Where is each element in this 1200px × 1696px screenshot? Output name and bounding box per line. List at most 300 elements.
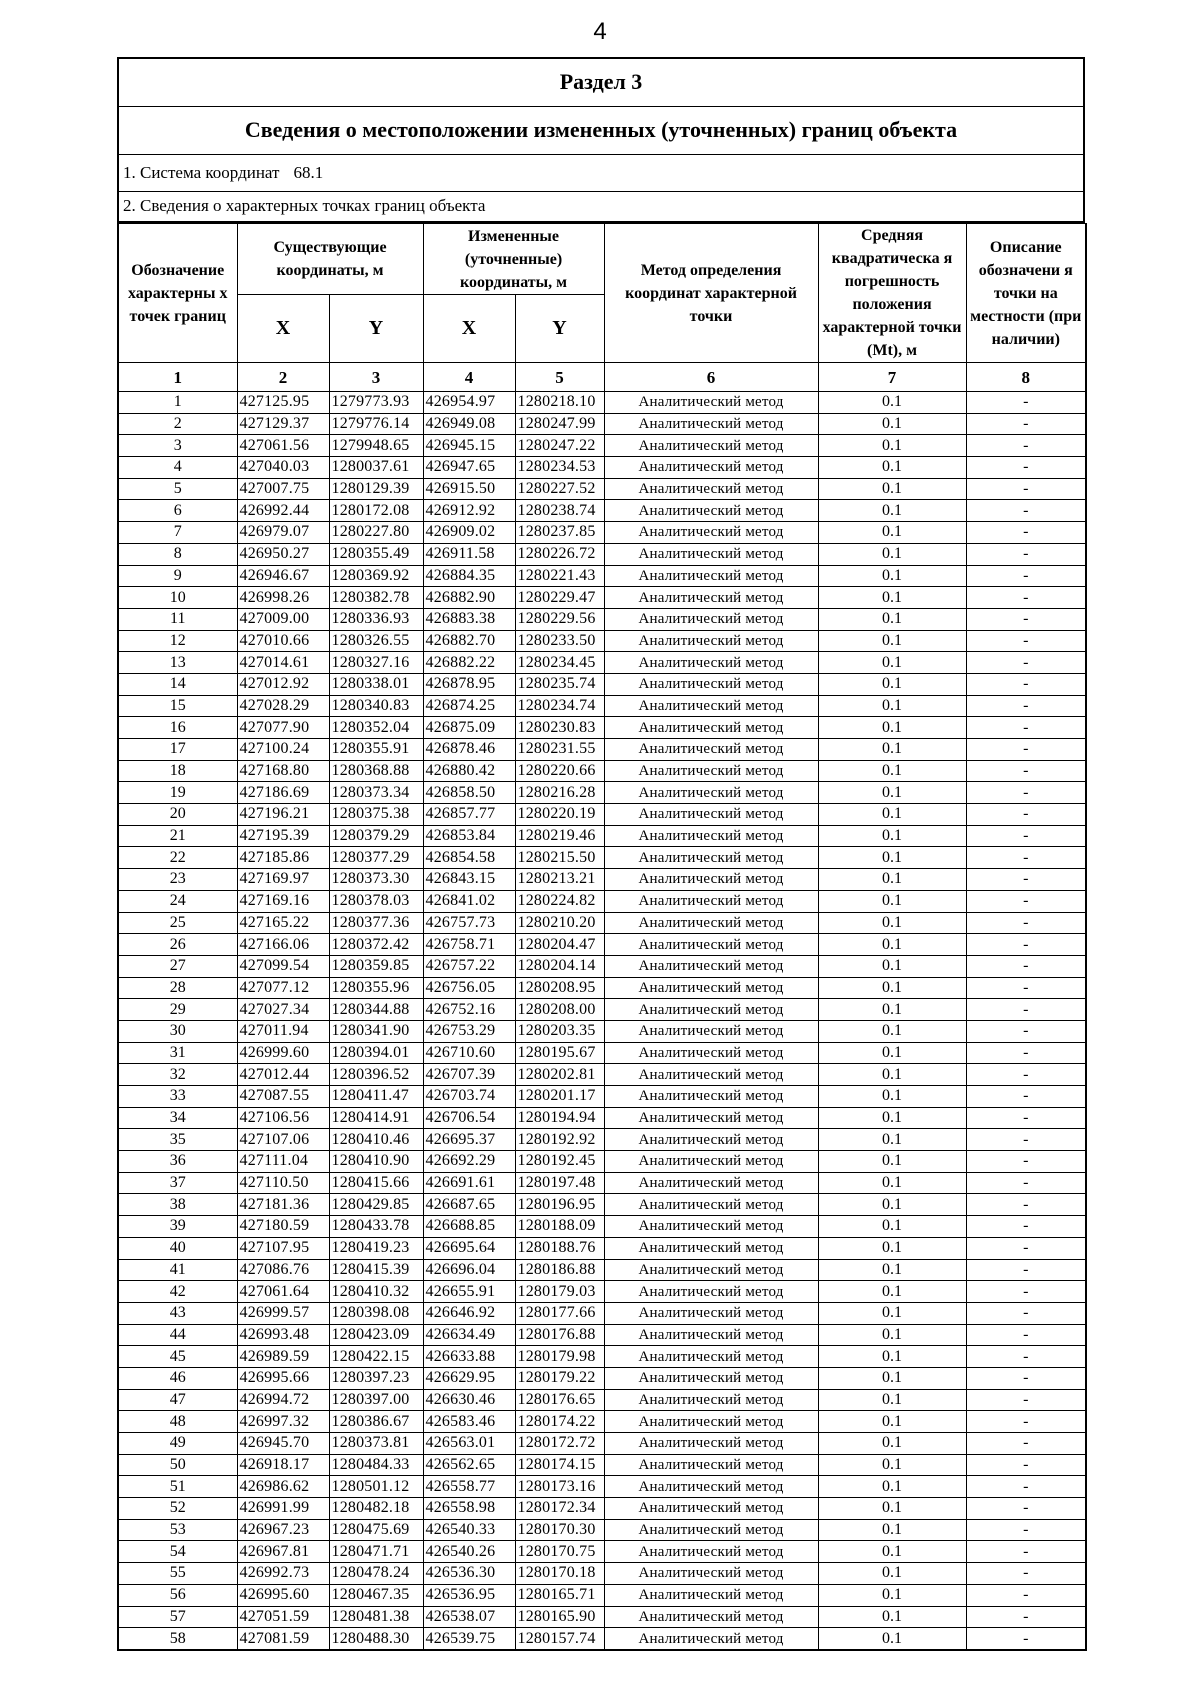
cell-existing-y: 1280352.04 (329, 717, 423, 739)
cell-point-id: 10 (118, 587, 237, 609)
col-number: 3 (329, 363, 423, 392)
cell-existing-y: 1280482.18 (329, 1498, 423, 1520)
cell-changed-x: 426655.91 (423, 1281, 515, 1303)
table-row (118, 1606, 1086, 1628)
cell-existing-y: 1280129.39 (329, 478, 423, 500)
cell-changed-y: 1280174.15 (515, 1454, 604, 1476)
cell-method: Аналитический метод (604, 1606, 818, 1628)
cell-existing-y: 1280355.91 (329, 739, 423, 761)
cell-existing-x: 427077.12 (237, 977, 329, 999)
cell-changed-y: 1280215.50 (515, 847, 604, 869)
cell-changed-y: 1280233.50 (515, 630, 604, 652)
cell-changed-x: 426536.95 (423, 1584, 515, 1606)
table-row (118, 1172, 1086, 1194)
cell-description: - (966, 1151, 1086, 1173)
cell-point-id: 7 (118, 522, 237, 544)
cell-existing-x: 427165.22 (237, 912, 329, 934)
cell-existing-y: 1280433.78 (329, 1216, 423, 1238)
cell-method: Аналитический метод (604, 457, 818, 479)
cell-point-id: 8 (118, 543, 237, 565)
cell-changed-x: 426911.58 (423, 543, 515, 565)
cell-existing-x: 426999.57 (237, 1302, 329, 1324)
cell-method: Аналитический метод (604, 847, 818, 869)
cell-changed-y: 1280188.09 (515, 1216, 604, 1238)
cell-accuracy: 0.1 (818, 673, 966, 695)
cell-description: - (966, 804, 1086, 826)
cell-accuracy: 0.1 (818, 1628, 966, 1650)
cell-description: - (966, 869, 1086, 891)
cell-changed-y: 1280172.34 (515, 1498, 604, 1520)
header-method: Метод определения координат характерной точки (604, 224, 818, 363)
table-row (118, 1129, 1086, 1151)
cell-existing-x: 427168.80 (237, 760, 329, 782)
cell-existing-y: 1280355.49 (329, 543, 423, 565)
cell-description: - (966, 1367, 1086, 1389)
cell-method: Аналитический метод (604, 1064, 818, 1086)
cell-accuracy: 0.1 (818, 1563, 966, 1585)
cell-method: Аналитический метод (604, 630, 818, 652)
cell-accuracy: 0.1 (818, 1281, 966, 1303)
header-description: Описание обозначени я точки на местности (при наличии) (966, 224, 1086, 363)
table-row (118, 1216, 1086, 1238)
cell-point-id: 36 (118, 1151, 237, 1173)
cell-point-id: 50 (118, 1454, 237, 1476)
cell-changed-y: 1280197.48 (515, 1172, 604, 1194)
cell-existing-x: 427010.66 (237, 630, 329, 652)
cell-existing-x: 427125.95 (237, 392, 329, 414)
cell-description: - (966, 1172, 1086, 1194)
cell-changed-x: 426878.46 (423, 739, 515, 761)
cell-changed-y: 1280203.35 (515, 1020, 604, 1042)
cell-changed-y: 1280247.99 (515, 413, 604, 435)
cell-accuracy: 0.1 (818, 1129, 966, 1151)
cell-existing-y: 1280397.23 (329, 1367, 423, 1389)
cell-accuracy: 0.1 (818, 1324, 966, 1346)
cell-accuracy: 0.1 (818, 608, 966, 630)
cell-description: - (966, 1346, 1086, 1368)
cell-changed-y: 1280213.21 (515, 869, 604, 891)
cell-description: - (966, 1281, 1086, 1303)
cell-existing-x: 427169.16 (237, 890, 329, 912)
cell-description: - (966, 1129, 1086, 1151)
cell-accuracy: 0.1 (818, 1302, 966, 1324)
cell-method: Аналитический метод (604, 782, 818, 804)
cell-existing-x: 427081.59 (237, 1628, 329, 1650)
cell-description: - (966, 1411, 1086, 1433)
cell-changed-y: 1280195.67 (515, 1042, 604, 1064)
cell-method: Аналитический метод (604, 1237, 818, 1259)
cell-point-id: 38 (118, 1194, 237, 1216)
cell-changed-y: 1280204.47 (515, 934, 604, 956)
cell-changed-x: 426646.92 (423, 1302, 515, 1324)
cell-existing-y: 1280475.69 (329, 1519, 423, 1541)
col-number: 4 (423, 363, 515, 392)
cell-existing-y: 1280377.29 (329, 847, 423, 869)
cell-existing-x: 427077.90 (237, 717, 329, 739)
cell-method: Аналитический метод (604, 1454, 818, 1476)
cell-existing-x: 426979.07 (237, 522, 329, 544)
cell-existing-x: 427009.00 (237, 608, 329, 630)
col-number: 7 (818, 363, 966, 392)
cell-existing-x: 426999.60 (237, 1042, 329, 1064)
cell-changed-y: 1280201.17 (515, 1086, 604, 1108)
cell-existing-y: 1280327.16 (329, 652, 423, 674)
cell-changed-y: 1280234.74 (515, 695, 604, 717)
cell-changed-x: 426757.73 (423, 912, 515, 934)
cell-changed-x: 426949.08 (423, 413, 515, 435)
cell-changed-x: 426947.65 (423, 457, 515, 479)
cell-accuracy: 0.1 (818, 739, 966, 761)
table-row (118, 912, 1086, 934)
cell-description: - (966, 630, 1086, 652)
cell-changed-x: 426540.26 (423, 1541, 515, 1563)
cell-method: Аналитический метод (604, 739, 818, 761)
cell-existing-x: 427014.61 (237, 652, 329, 674)
cell-method: Аналитический метод (604, 1086, 818, 1108)
cell-point-id: 28 (118, 977, 237, 999)
cell-point-id: 22 (118, 847, 237, 869)
cell-method: Аналитический метод (604, 695, 818, 717)
cell-changed-y: 1280226.72 (515, 543, 604, 565)
cell-description: - (966, 1498, 1086, 1520)
cell-changed-y: 1280219.46 (515, 825, 604, 847)
table-row (118, 890, 1086, 912)
cell-changed-y: 1280192.92 (515, 1129, 604, 1151)
table-row (118, 630, 1086, 652)
cell-existing-y: 1280340.83 (329, 695, 423, 717)
cell-point-id: 53 (118, 1519, 237, 1541)
cell-point-id: 30 (118, 1020, 237, 1042)
cell-method: Аналитический метод (604, 565, 818, 587)
cell-existing-y: 1280227.80 (329, 522, 423, 544)
cell-method: Аналитический метод (604, 1324, 818, 1346)
cell-description: - (966, 847, 1086, 869)
cell-point-id: 40 (118, 1237, 237, 1259)
cell-point-id: 49 (118, 1433, 237, 1455)
cell-changed-x: 426878.95 (423, 673, 515, 695)
cell-accuracy: 0.1 (818, 1064, 966, 1086)
cell-accuracy: 0.1 (818, 1454, 966, 1476)
cell-description: - (966, 1042, 1086, 1064)
cell-changed-x: 426853.84 (423, 825, 515, 847)
cell-method: Аналитический метод (604, 500, 818, 522)
cell-point-id: 6 (118, 500, 237, 522)
cell-changed-x: 426688.85 (423, 1216, 515, 1238)
cell-point-id: 2 (118, 413, 237, 435)
cell-changed-x: 426707.39 (423, 1064, 515, 1086)
document-section (117, 57, 1085, 1651)
table-row (118, 500, 1086, 522)
cell-existing-y: 1280501.12 (329, 1476, 423, 1498)
cell-accuracy: 0.1 (818, 543, 966, 565)
cell-existing-x: 427181.36 (237, 1194, 329, 1216)
table-row (118, 1411, 1086, 1433)
cell-changed-y: 1280172.72 (515, 1433, 604, 1455)
cell-existing-y: 1279776.14 (329, 413, 423, 435)
cell-description: - (966, 500, 1086, 522)
cell-existing-x: 426992.44 (237, 500, 329, 522)
table-row (118, 1107, 1086, 1129)
cell-description: - (966, 673, 1086, 695)
cell-changed-y: 1280229.56 (515, 608, 604, 630)
table-row (118, 1367, 1086, 1389)
cell-changed-x: 426629.95 (423, 1367, 515, 1389)
cell-point-id: 27 (118, 955, 237, 977)
table-row (118, 1628, 1086, 1650)
cell-method: Аналитический метод (604, 1020, 818, 1042)
cell-changed-x: 426539.75 (423, 1628, 515, 1650)
table-row (118, 934, 1086, 956)
cell-existing-x: 427106.56 (237, 1107, 329, 1129)
cell-changed-y: 1280238.74 (515, 500, 604, 522)
cell-method: Аналитический метод (604, 1107, 818, 1129)
cell-description: - (966, 543, 1086, 565)
cell-changed-x: 426710.60 (423, 1042, 515, 1064)
cell-changed-x: 426692.29 (423, 1151, 515, 1173)
cell-changed-y: 1280208.00 (515, 999, 604, 1021)
cell-method: Аналитический метод (604, 977, 818, 999)
cell-accuracy: 0.1 (818, 1476, 966, 1498)
cell-changed-x: 426753.29 (423, 1020, 515, 1042)
cell-point-id: 24 (118, 890, 237, 912)
cell-description: - (966, 1563, 1086, 1585)
table-row (118, 587, 1086, 609)
cell-existing-y: 1280336.93 (329, 608, 423, 630)
cell-point-id: 56 (118, 1584, 237, 1606)
cell-changed-y: 1280165.90 (515, 1606, 604, 1628)
table-row (118, 392, 1086, 414)
cell-accuracy: 0.1 (818, 1389, 966, 1411)
cell-accuracy: 0.1 (818, 630, 966, 652)
cell-existing-x: 426992.73 (237, 1563, 329, 1585)
cell-existing-x: 426986.62 (237, 1476, 329, 1498)
cell-description: - (966, 999, 1086, 1021)
cell-accuracy: 0.1 (818, 1216, 966, 1238)
cell-existing-x: 427186.69 (237, 782, 329, 804)
cell-changed-x: 426558.98 (423, 1498, 515, 1520)
cell-point-id: 43 (118, 1302, 237, 1324)
table-row (118, 1454, 1086, 1476)
cell-method: Аналитический метод (604, 1194, 818, 1216)
table-row (118, 435, 1086, 457)
cell-changed-y: 1280224.82 (515, 890, 604, 912)
cell-description: - (966, 1020, 1086, 1042)
cell-description: - (966, 1107, 1086, 1129)
table-row (118, 1194, 1086, 1216)
cell-accuracy: 0.1 (818, 869, 966, 891)
cell-existing-y: 1280338.01 (329, 673, 423, 695)
cell-existing-y: 1280172.08 (329, 500, 423, 522)
cell-point-id: 3 (118, 435, 237, 457)
cell-point-id: 9 (118, 565, 237, 587)
cell-accuracy: 0.1 (818, 1433, 966, 1455)
cell-method: Аналитический метод (604, 869, 818, 891)
cell-accuracy: 0.1 (818, 1259, 966, 1281)
cell-description: - (966, 1584, 1086, 1606)
cell-existing-x: 427185.86 (237, 847, 329, 869)
cell-point-id: 13 (118, 652, 237, 674)
cell-changed-x: 426758.71 (423, 934, 515, 956)
cell-method: Аналитический метод (604, 1281, 818, 1303)
cell-existing-x: 427110.50 (237, 1172, 329, 1194)
cell-changed-y: 1280234.45 (515, 652, 604, 674)
cell-existing-y: 1280394.01 (329, 1042, 423, 1064)
cell-point-id: 19 (118, 782, 237, 804)
cell-existing-y: 1280481.38 (329, 1606, 423, 1628)
cell-method: Аналитический метод (604, 543, 818, 565)
cell-existing-y: 1279773.93 (329, 392, 423, 414)
cell-changed-x: 426687.65 (423, 1194, 515, 1216)
cell-point-id: 35 (118, 1129, 237, 1151)
cell-point-id: 14 (118, 673, 237, 695)
cell-method: Аналитический метод (604, 912, 818, 934)
cell-existing-y: 1280415.39 (329, 1259, 423, 1281)
cell-changed-x: 426909.02 (423, 522, 515, 544)
cell-existing-y: 1280411.47 (329, 1086, 423, 1108)
section-header-box (117, 57, 1085, 223)
cell-method: Аналитический метод (604, 1259, 818, 1281)
cell-description: - (966, 392, 1086, 414)
cell-changed-x: 426706.54 (423, 1107, 515, 1129)
cell-existing-y: 1280410.46 (329, 1129, 423, 1151)
cell-method: Аналитический метод (604, 1042, 818, 1064)
cell-existing-x: 426995.60 (237, 1584, 329, 1606)
cell-existing-y: 1280478.24 (329, 1563, 423, 1585)
cell-point-id: 20 (118, 804, 237, 826)
header-point: Обозначение характерны х точек границ (118, 224, 237, 363)
cell-changed-y: 1280179.03 (515, 1281, 604, 1303)
col-number: 2 (237, 363, 329, 392)
cell-method: Аналитический метод (604, 1563, 818, 1585)
cell-existing-y: 1280410.90 (329, 1151, 423, 1173)
cell-existing-x: 427111.04 (237, 1151, 329, 1173)
cell-changed-y: 1280220.66 (515, 760, 604, 782)
cell-changed-x: 426882.22 (423, 652, 515, 674)
cell-description: - (966, 977, 1086, 999)
cell-accuracy: 0.1 (818, 1086, 966, 1108)
cell-method: Аналитический метод (604, 1389, 818, 1411)
cell-existing-x: 427061.56 (237, 435, 329, 457)
cell-accuracy: 0.1 (818, 1519, 966, 1541)
cell-changed-y: 1280235.74 (515, 673, 604, 695)
cell-point-id: 16 (118, 717, 237, 739)
table-row (118, 695, 1086, 717)
cell-existing-x: 426950.27 (237, 543, 329, 565)
header-existing-y: Y (329, 295, 423, 363)
header-changed: Измененные (уточненные) координаты, м (423, 224, 604, 295)
cell-accuracy: 0.1 (818, 1172, 966, 1194)
table-row (118, 782, 1086, 804)
cell-description: - (966, 825, 1086, 847)
cell-accuracy: 0.1 (818, 565, 966, 587)
cell-method: Аналитический метод (604, 1172, 818, 1194)
cell-existing-y: 1280326.55 (329, 630, 423, 652)
table-row (118, 1259, 1086, 1281)
cell-existing-y: 1280382.78 (329, 587, 423, 609)
cell-existing-y: 1280423.09 (329, 1324, 423, 1346)
cell-accuracy: 0.1 (818, 1151, 966, 1173)
cell-changed-x: 426562.65 (423, 1454, 515, 1476)
cell-accuracy: 0.1 (818, 912, 966, 934)
cell-changed-x: 426633.88 (423, 1346, 515, 1368)
table-row (118, 999, 1086, 1021)
table-row (118, 1519, 1086, 1541)
cell-changed-y: 1280216.28 (515, 782, 604, 804)
cell-existing-x: 427107.95 (237, 1237, 329, 1259)
cell-method: Аналитический метод (604, 1628, 818, 1650)
cell-method: Аналитический метод (604, 1411, 818, 1433)
cell-description: - (966, 1389, 1086, 1411)
cell-method: Аналитический метод (604, 717, 818, 739)
page-number: 4 (593, 18, 607, 45)
cell-existing-x: 427196.21 (237, 804, 329, 826)
cell-description: - (966, 587, 1086, 609)
table-row (118, 1086, 1086, 1108)
cell-point-id: 12 (118, 630, 237, 652)
table-row (118, 652, 1086, 674)
cell-method: Аналитический метод (604, 435, 818, 457)
cell-description: - (966, 608, 1086, 630)
cell-point-id: 46 (118, 1367, 237, 1389)
cell-changed-x: 426695.37 (423, 1129, 515, 1151)
table-row (118, 565, 1086, 587)
col-number: 1 (118, 363, 237, 392)
cell-accuracy: 0.1 (818, 977, 966, 999)
cell-point-id: 41 (118, 1259, 237, 1281)
cell-changed-x: 426843.15 (423, 869, 515, 891)
cell-description: - (966, 1454, 1086, 1476)
cell-point-id: 45 (118, 1346, 237, 1368)
cell-accuracy: 0.1 (818, 478, 966, 500)
cell-accuracy: 0.1 (818, 890, 966, 912)
points-table (117, 223, 1087, 1651)
header-existing-x: X (237, 295, 329, 363)
cell-description: - (966, 1519, 1086, 1541)
cell-changed-y: 1280227.52 (515, 478, 604, 500)
cell-description: - (966, 565, 1086, 587)
cell-changed-y: 1280194.94 (515, 1107, 604, 1129)
cell-existing-x: 427180.59 (237, 1216, 329, 1238)
cell-changed-y: 1280229.47 (515, 587, 604, 609)
cell-description: - (966, 1237, 1086, 1259)
cell-existing-y: 1280386.67 (329, 1411, 423, 1433)
cell-changed-y: 1280173.16 (515, 1476, 604, 1498)
cell-existing-y: 1280422.15 (329, 1346, 423, 1368)
cell-point-id: 42 (118, 1281, 237, 1303)
cell-existing-x: 427027.34 (237, 999, 329, 1021)
cell-accuracy: 0.1 (818, 955, 966, 977)
cell-method: Аналитический метод (604, 890, 818, 912)
cell-changed-x: 426954.97 (423, 392, 515, 414)
cell-existing-x: 426991.99 (237, 1498, 329, 1520)
table-row (118, 543, 1086, 565)
table-body (118, 392, 1086, 1650)
col-number: 8 (966, 363, 1086, 392)
cell-description: - (966, 934, 1086, 956)
cell-changed-x: 426841.02 (423, 890, 515, 912)
cell-existing-x: 426995.66 (237, 1367, 329, 1389)
table-row (118, 955, 1086, 977)
cell-point-id: 34 (118, 1107, 237, 1129)
cell-method: Аналитический метод (604, 522, 818, 544)
table-row (118, 825, 1086, 847)
table-row (118, 1281, 1086, 1303)
cell-existing-y: 1280341.90 (329, 1020, 423, 1042)
table-row (118, 1476, 1086, 1498)
cell-changed-x: 426882.90 (423, 587, 515, 609)
cell-point-id: 17 (118, 739, 237, 761)
cell-method: Аналитический метод (604, 1129, 818, 1151)
